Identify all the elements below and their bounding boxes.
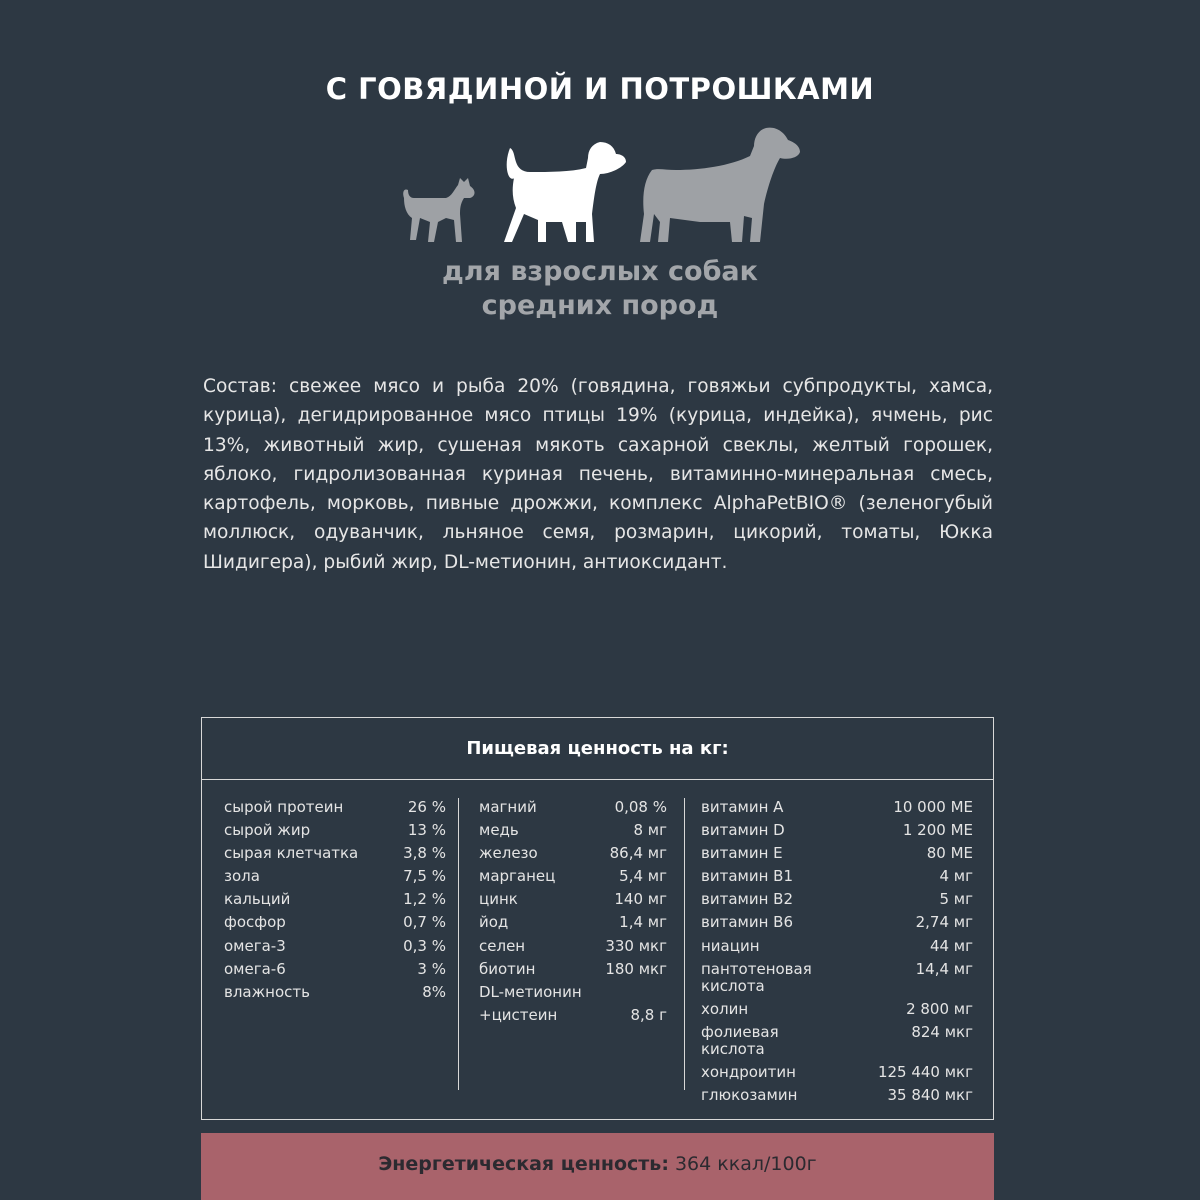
energy-label: Энергетическая ценность: [378, 1153, 669, 1175]
nutrient-name: витамин B2 [701, 890, 793, 909]
nutrition-row [701, 842, 973, 865]
nutrient-name: глюкозамин [701, 1085, 798, 1104]
nutrient-name: кальций [224, 890, 291, 909]
nutrient-value: 330 мкг [605, 936, 667, 955]
dog-size-illustration [390, 118, 810, 253]
nutrient-name: магний [479, 798, 537, 816]
nutrient-name: омега-6 [224, 959, 286, 978]
nutrition-row [224, 842, 446, 865]
large-dog-icon [640, 128, 800, 242]
nutrient-name: сырой протеин [224, 798, 344, 816]
product-title: С ГОВЯДИНОЙ И ПОТРОШКАМИ [325, 72, 875, 106]
nutrition-table-title: Пищевая ценность на кг: [466, 738, 729, 759]
nutrient-value: 3,8 % [403, 844, 446, 863]
nutrient-name: витамин B6 [701, 913, 793, 932]
nutrition-row [701, 911, 973, 934]
nutrition-row [224, 981, 446, 1004]
nutrient-name: сырая клетчатка [224, 844, 359, 863]
nutrient-name: ниацин [701, 936, 760, 955]
energy-value: 364 ккал/100г [674, 1153, 817, 1175]
nutrient-name: витамин D [701, 821, 785, 840]
nutrient-value: 8,8 г [630, 1005, 667, 1024]
nutrition-row [224, 819, 446, 842]
column-divider [458, 798, 459, 1090]
nutrient-value: 14,4 мг [915, 959, 973, 978]
nutrition-row [479, 865, 667, 888]
nutrient-value: 86,4 мг [609, 844, 667, 863]
nutrient-name: витамин B1 [701, 867, 793, 886]
nutrient-value: 3 % [417, 959, 446, 978]
nutrient-value: 2,74 мг [915, 913, 973, 932]
energy-value-bar [201, 1133, 994, 1200]
nutrition-column-1 [224, 796, 446, 1004]
nutrient-value: 2 800 мг [906, 999, 973, 1018]
nutrition-row [701, 1021, 973, 1061]
nutrition-row [701, 796, 973, 819]
nutrition-row [701, 958, 973, 998]
nutrient-value: 5,4 мг [619, 867, 667, 886]
nutrient-value: 10 000 МЕ [893, 798, 973, 816]
nutrient-value: 1,4 мг [619, 913, 667, 932]
nutrient-name: влажность [224, 982, 310, 1001]
nutrition-row [701, 888, 973, 911]
nutrient-value: 125 440 мкг [877, 1062, 973, 1081]
nutrient-value: 4 мг [939, 867, 973, 886]
audience-subtitle [0, 255, 1200, 323]
nutrition-column-2 [479, 796, 667, 1027]
nutrition-column-3 [701, 796, 973, 1107]
column-divider [684, 798, 685, 1090]
nutrient-value: 824 мкг [911, 1022, 973, 1041]
nutrient-value: 44 мг [929, 936, 973, 955]
nutrition-row [701, 935, 973, 958]
nutrient-value: 13 % [407, 821, 446, 840]
nutrition-row [224, 888, 446, 911]
nutrient-name: фолиевая кислота [701, 1022, 779, 1058]
nutrient-name: холин [701, 999, 749, 1018]
nutrient-name: сырой жир [224, 821, 311, 840]
nutrition-row [224, 911, 446, 934]
nutrient-name: витамин А [701, 798, 784, 816]
nutrition-row [224, 958, 446, 981]
nutrition-row [479, 935, 667, 958]
nutrient-value: 0,7 % [403, 913, 446, 932]
nutrition-row [479, 796, 667, 819]
nutrient-value: 35 840 мкг [887, 1085, 973, 1104]
nutrition-row [479, 981, 667, 1004]
nutrition-row [479, 819, 667, 842]
nutrient-name: биотин [479, 959, 536, 978]
nutrient-value: 140 мг [614, 890, 667, 909]
nutrient-name: хондроитин [701, 1062, 796, 1081]
composition-text: Состав: свежее мясо и рыба 20% (говядина, говяжьи субпродукты, хамса, курица), дегидрированное мясо птицы 19% (курица, индейка), ячмень, рис 13%, животный жир, сушеная мякоть сахарной свеклы, желтый горошек, яблоко, гидролизованная куриная печень, витаминно-минеральная смесь, картофель, морковь, пивные дрожжи, комплекс AlphaPetBIO® (зеленогубый моллюск, одуванчик, льняное семя, розмарин, цикорий, томаты, Юкка Шидигера), рыбий жир, DL-метионин, антиоксидант. [203, 376, 993, 573]
nutrition-row [701, 1084, 973, 1107]
nutrient-name: DL-метионин [479, 982, 582, 1001]
nutrition-row [479, 842, 667, 865]
nutrient-name: фосфор [224, 913, 286, 932]
nutrient-name: цинк [479, 890, 518, 909]
nutrient-value: 8 мг [633, 821, 667, 840]
nutrition-row [479, 911, 667, 934]
nutrient-name: марганец [479, 867, 556, 886]
nutrient-value: 180 мкг [605, 959, 667, 978]
nutrient-value: 0,3 % [403, 936, 446, 955]
nutrient-value: 1 200 МЕ [902, 821, 973, 840]
nutrient-value: 8% [422, 982, 446, 1001]
nutrition-table [201, 717, 994, 1120]
nutrition-row [701, 998, 973, 1021]
nutrient-name: +цистеин [479, 1005, 558, 1024]
medium-dog-icon [504, 142, 626, 242]
nutrition-row [701, 1061, 973, 1084]
nutrient-value: 5 мг [939, 890, 973, 909]
nutrient-name: омега-3 [224, 936, 286, 955]
nutrient-value: 7,5 % [403, 867, 446, 886]
table-divider [202, 779, 993, 780]
nutrition-row [224, 865, 446, 888]
nutrient-name: йод [479, 913, 509, 932]
nutrient-name: пантотеновая кислота [701, 959, 812, 995]
nutrient-value: 80 МЕ [926, 844, 973, 863]
nutrient-name: зола [224, 867, 260, 886]
nutrition-row [701, 819, 973, 842]
nutrient-value: 1,2 % [403, 890, 446, 909]
subtitle-line-2: средних пород [481, 290, 719, 321]
subtitle-line-1: для взрослых собак [442, 256, 758, 287]
nutrition-row [479, 1004, 667, 1027]
nutrient-value: 0,08 % [614, 798, 667, 816]
nutrition-row [479, 888, 667, 911]
nutrition-row [224, 935, 446, 958]
nutrient-value: 26 % [407, 798, 446, 816]
nutrition-row [701, 865, 973, 888]
nutrition-row [479, 958, 667, 981]
nutrient-name: селен [479, 936, 526, 955]
nutrition-row [224, 796, 446, 819]
nutrient-name: медь [479, 821, 519, 840]
nutrient-name: витамин E [701, 844, 783, 863]
small-dog-icon [403, 178, 474, 242]
nutrient-name: железо [479, 844, 538, 863]
